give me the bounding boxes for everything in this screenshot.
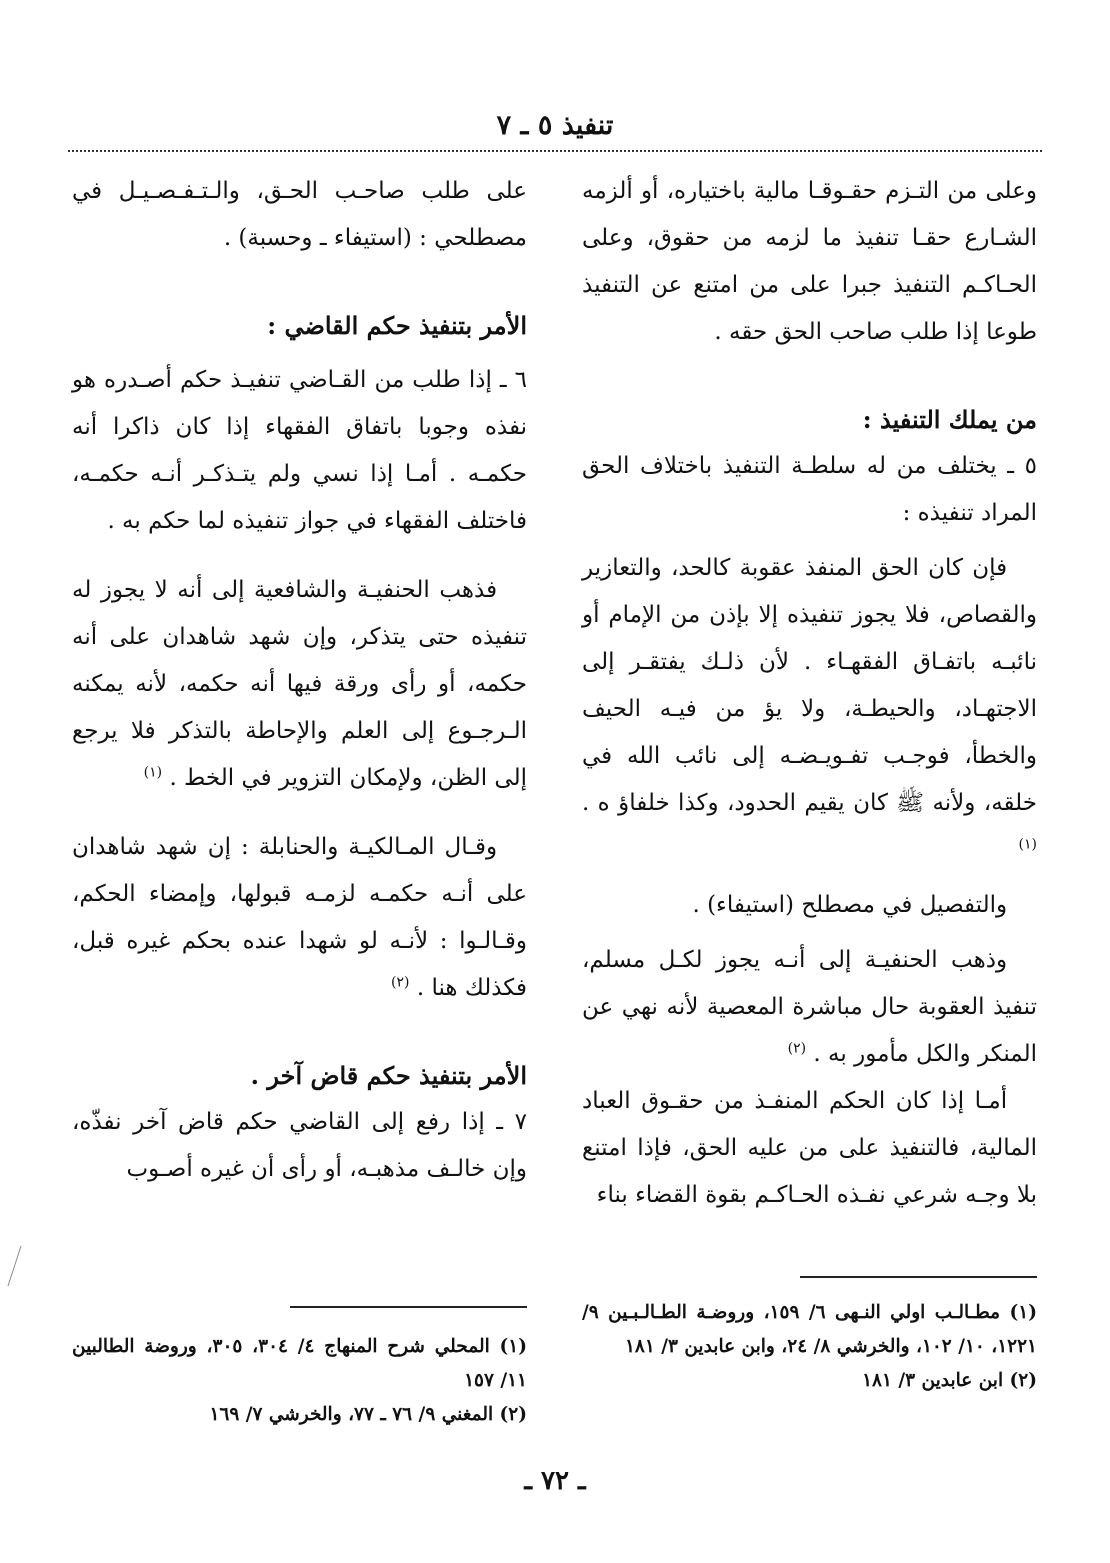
footnote-divider-left	[290, 1306, 527, 1308]
paragraph-continuation: على طلب صاحـب الحـق، والـتـفـصـيـل في مصطلحي : (استيفاء ـ وحسبة) .	[72, 178, 527, 251]
paragraph-5d: وذهب الحنفيـة إلى أنـه يجوز لكـل مسلم، تنفيذ العقوبة حال مباشرة المعصية لأنه نهي عن المنكر والكل مأمور به . $^{(٢)}$	[582, 947, 1037, 1067]
section-heading-other-judge: الأمر بتنفيذ حكم قاض آخر .	[250, 1061, 527, 1090]
page-number: ـ ٧٢ ـ	[524, 1466, 586, 1496]
paragraph-6c: وقـال المـالكيـة والحنابلة : إن شهد شاهدان على أنـه حكمـه لزمـه قبولها، وإمضاء الحكم، وقـالـوا : لأنـه لو شهدا عنده بحكم غيره قبل، فكذلك هنا . $^{(٢)}$	[72, 834, 527, 1001]
right-column	[582, 168, 1037, 1219]
paragraph-5e: أمـا إذا كان الحكم المنفـذ من حقـوق العباد المالية، فالتنفيذ على من عليه الحق، فإذا امتنع بلا وجـه شرعي نفـذه الحـاكـم بقوة القضاء بناء	[582, 1088, 1037, 1208]
header-divider	[68, 150, 1042, 152]
footnote-ref: (٢)	[787, 1040, 807, 1057]
footnote-ref: (٢)	[391, 974, 410, 991]
paragraph-5: ٥ ـ يختلف من له سلطـة التنفيذ باختلاف الحق المراد تنفيذه :	[582, 453, 1037, 526]
paragraph-7: ٧ ـ إذا رفع إلى القاضي حكم قاض آخر نفذّه، وإن خالـف مذهبـه، أو رأى أن غيره أصـوب	[72, 1109, 527, 1182]
footnote-item: (١) المحلي شرح المنهاج ٤/ ٣٠٤، ٣٠٥، وروضة الطالبين ١١/ ١٥٧	[72, 1336, 527, 1391]
footnote-item: (١) مطـالـب اولي النـهى ٦/ ١٥٩، وروضـة الطـالـبـين ٩/ ١٢٢١، ١٠/ ١٠٢، والخرشي ٨/ ٢٤، وابن عابدين ٣/ ١٨١	[582, 1302, 1037, 1357]
footnote-ref: (١)	[1018, 836, 1037, 853]
page-header-title: تنفيذ ٥ ـ ٧	[496, 110, 614, 141]
footnote-divider-right	[800, 1276, 1037, 1278]
paragraph-6b: فذهب الحنفيـة والشافعية إلى أنه لا يجوز له تنفيذه حتى يتذكر، وإن شهد شاهدان على أنه حكمه، أو رأى ورقة فيها أنه حكمه، لأنه يمكنه الـرجـوع إلى العلم والإحاطة بالتذكر فلا يرجع إلى الظن، ولإمكان التزوير في الخط . $^{(١)}$	[72, 577, 527, 791]
left-column	[72, 168, 527, 1193]
footnotes-right	[582, 1296, 1037, 1398]
footnotes-left	[72, 1330, 527, 1432]
footnote-item: (٢) ابن عابدين ٣/ ١٨١	[862, 1370, 1037, 1391]
paragraph-intro: وعلى من التـزم حقـوقـا مالية باختياره، أو ألزمه الشـارع حقـا تنفيذ ما لزمه من حقوق، وعلى الحـاكـم التنفيذ جبرا على من امتنع عن التنفيذ طوعا إذا طلب صاحب الحق حقه .	[582, 178, 1037, 345]
paragraph-5b: فإن كان الحق المنفذ عقوبة كالحد، والتعازير والقصاص، فلا يجوز تنفيذه إلا بإذن من الإمام أو نائبـه باتفـاق الفقهـاء . لأن ذلـك يفتقـر إلى الاجتهـاد، والحيطـة، ولا يؤ من فيـه الحيف والخطأ، فوجـب تفـويـضـه إلى نائب الله في خلقه، ولأنه ﷺ كان يقيم الحدود، وكذا خلفاؤ ه . $^{(١)}$	[582, 555, 1037, 853]
margin-mark	[8, 1246, 24, 1286]
footnote-ref: (١)	[143, 764, 163, 781]
paragraph-5c: والتفصيل في مصطلح (استيفاء) .	[692, 892, 1008, 918]
section-heading-judge-order: الأمر بتنفيذ حكم القاضي :	[267, 311, 527, 340]
paragraph-6: ٦ ـ إذا طلب من القـاضي تنفيـذ حكم أصـدره هو نفذه وجوبا باتفاق الفقهاء إذا كان ذاكرا أنه حكمـه . أمـا إذا نسي ولم يتـذكـر أنـه حكمـه، فاختلف الفقهاء في جواز تنفيذه لما حكم به .	[72, 367, 527, 534]
section-heading-who-executes: من يملك التنفيذ :	[862, 405, 1037, 434]
footnote-item: (٢) المغني ٩/ ٧٦ ـ ٧٧، والخرشي ٧/ ١٦٩	[209, 1404, 527, 1425]
